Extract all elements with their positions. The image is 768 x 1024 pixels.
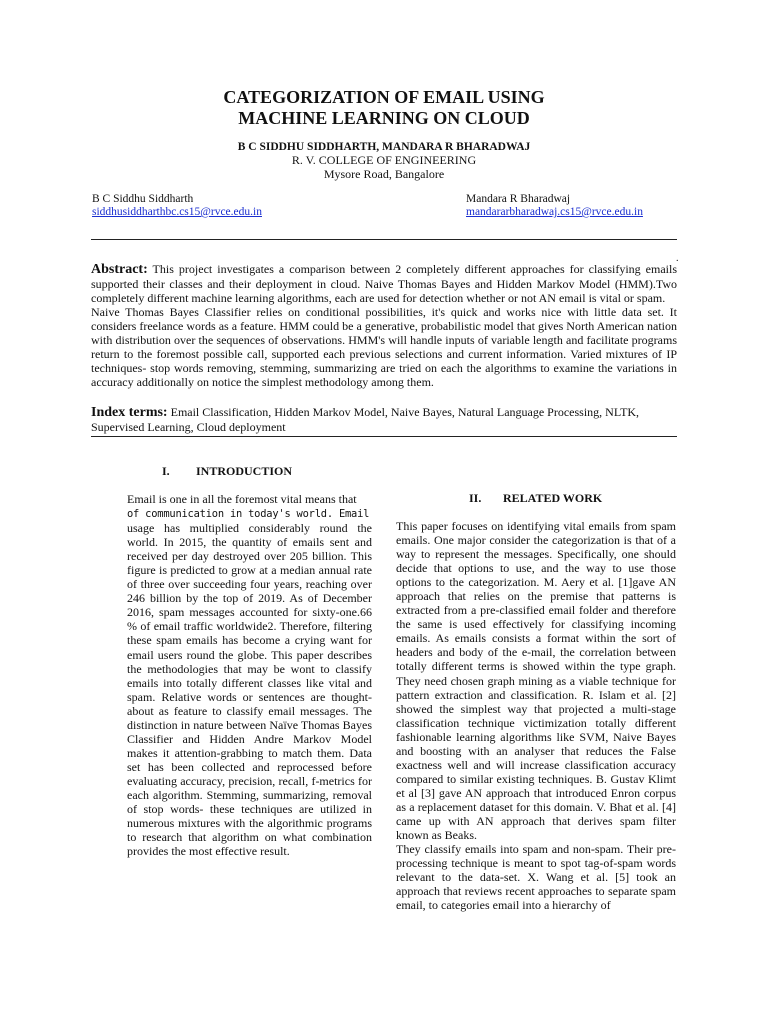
section-introduction-heading	[162, 464, 292, 478]
author-left-name: B C Siddhu Siddharth	[92, 193, 194, 205]
abstract-paragraph-1	[91, 262, 677, 305]
abstract-top-rule	[91, 239, 677, 240]
section-2-title: RELATED WORK	[503, 491, 603, 505]
section-1-title: INTRODUCTION	[196, 464, 293, 478]
author-left-email-link[interactable]: siddhusiddharthbc.cs15@rvce.edu.in	[92, 206, 262, 218]
section-1-number: I.	[162, 464, 170, 478]
paper-title	[0, 87, 768, 129]
author-right-email-link[interactable]: mandararbharadwaj.cs15@rvce.edu.in	[466, 206, 643, 218]
abstract-text-1: This project investigates a comparison between 2 completely different approaches for classifying emails supported their classes and their deployment in cloud. Naive Thomas Bayes and Hidden Markov Model (HMM).Two completely different machine learning algorithms, each are used for detection whether or not AN email is vital or spam.	[91, 262, 677, 306]
author-right-name: Mandara R Bharadwaj	[466, 193, 571, 205]
abstract-paragraph-2: Naive Thomas Bayes Classifier relies on conditional possibilities, it's quick and works nice with little data set. It considers freelance words as a feature. HMM could be a generative, probabilistic model that gives North American nation with distribution over the sequences of observations. HMM's will handle inputs of variable length and facilitate programs return to the foremost possible call, supported each previous selections and current information. Varied mixtures of IP techniques- stop words removing, stemming, summarizing are tried on each the algorithms to examine the variations in accuracy additionally on notice the simplest methodology among them.	[91, 305, 677, 390]
intro-text-1: Email is one in all the foremost vital means that	[127, 492, 357, 506]
introduction-paragraph	[127, 492, 372, 858]
college-name: R. V. COLLEGE OF ENGINEERING	[291, 153, 477, 167]
related-work-paragraph-1: This paper focuses on identifying vital emails from spam emails. One major consider the categorization is that of a way to represent the messages. Specifically, one should decide that options to use, and the way to use those options to the categorization. M. Aery et al. [1]gave AN approach that relies on the premise that patterns is extracted from a pre-classified email folder and therefore the same is used effectively for classifying incoming emails. As emails consists a format within the sort of headers and body of the e-mail, the correlation between totally different terms is showed within the type graph. They need chosen graph mining as a viable technique for pattern extraction and classification. R. Islam et al. [2] showed the simplest way that projected a multi-stage classification technique victimization totally different fashionable learning algorithms like SVM, Naive Bayes and boosting with an analyser that reduces the False exactness well and will increase classification accuracy compared to similar existing techniques. B. Gustav Klimt et al [3] gave AN approach that introduced Enron corpus as a replacement dataset for this domain. V. Bhat et al. [4] came up with AN approach that derives spam filter known as Beaks.	[396, 519, 676, 843]
college-address: Mysore Road, Bangalore	[323, 167, 445, 181]
abstract-bottom-rule	[91, 436, 677, 437]
index-terms	[91, 405, 677, 435]
title-line-1: CATEGORIZATION OF EMAIL USING	[223, 87, 545, 107]
index-terms-label: Index terms:	[91, 405, 168, 420]
section-related-work-heading	[469, 491, 602, 505]
related-work-paragraph-2: They classify emails into spam and non-spam. Their pre-processing technique is meant to spot tag-of-spam words relevant to the data-set. X. Wang et al. [5] took an approach that reviews recent approaches to separate spam email, to categories email into a hierarchy of	[396, 842, 676, 913]
author-list: B C SIDDHU SIDDHARTH, MANDARA R BHARADWAJ	[237, 141, 531, 153]
author-left	[92, 193, 262, 219]
introduction-column	[127, 492, 372, 858]
title-line-2: MACHINE LEARNING ON CLOUD	[238, 108, 530, 128]
section-2-number: II.	[469, 491, 482, 505]
abstract	[91, 262, 677, 389]
abstract-label: Abstract:	[91, 262, 148, 277]
intro-text-2: usage has multiplied considerably round the world. In 2015, the quantity of emails sent and received per day destroyed over 205 billion. This figure is predicted to grow at a median annual rate of three over succeeding four years, reaching over 246 billion by the top of 2019. As of December 2016, spam messages accounted for sixty-one.66 % of email traffic worldwide2. Therefore, filtering these spam emails has become a crying want for email users round the globe. This paper describes the methodologies that may be wont to classify emails into totally different classes like vital and spam. Relative words or sentences are thought-about as feature to classify email messages. The distinction in nature between Naïve Thomas Bayes Classifier and Hidden Andre Markov Model makes it attention-grabbing to match them. Data set has been collected and reprocessed before evaluating accuracy, precision, recall, f-metrics for each algorithm. Stemming, summarizing, removal of stop words- these techniques are utilized in numerous mixtures with the algorithmic programs to research that algorithm on what combination provides the most effective result.	[127, 521, 372, 859]
margin-dot: .	[676, 253, 679, 264]
related-work-column	[396, 519, 676, 912]
intro-text-mono: of communication in today's world. Email	[127, 508, 370, 521]
index-terms-text: Email Classification, Hidden Markov Model, Naive Bayes, Natural Language Processing, NLTK, Supervised Learning, Cloud deployment	[91, 405, 640, 434]
author-right	[466, 193, 643, 219]
affiliation	[0, 153, 768, 181]
